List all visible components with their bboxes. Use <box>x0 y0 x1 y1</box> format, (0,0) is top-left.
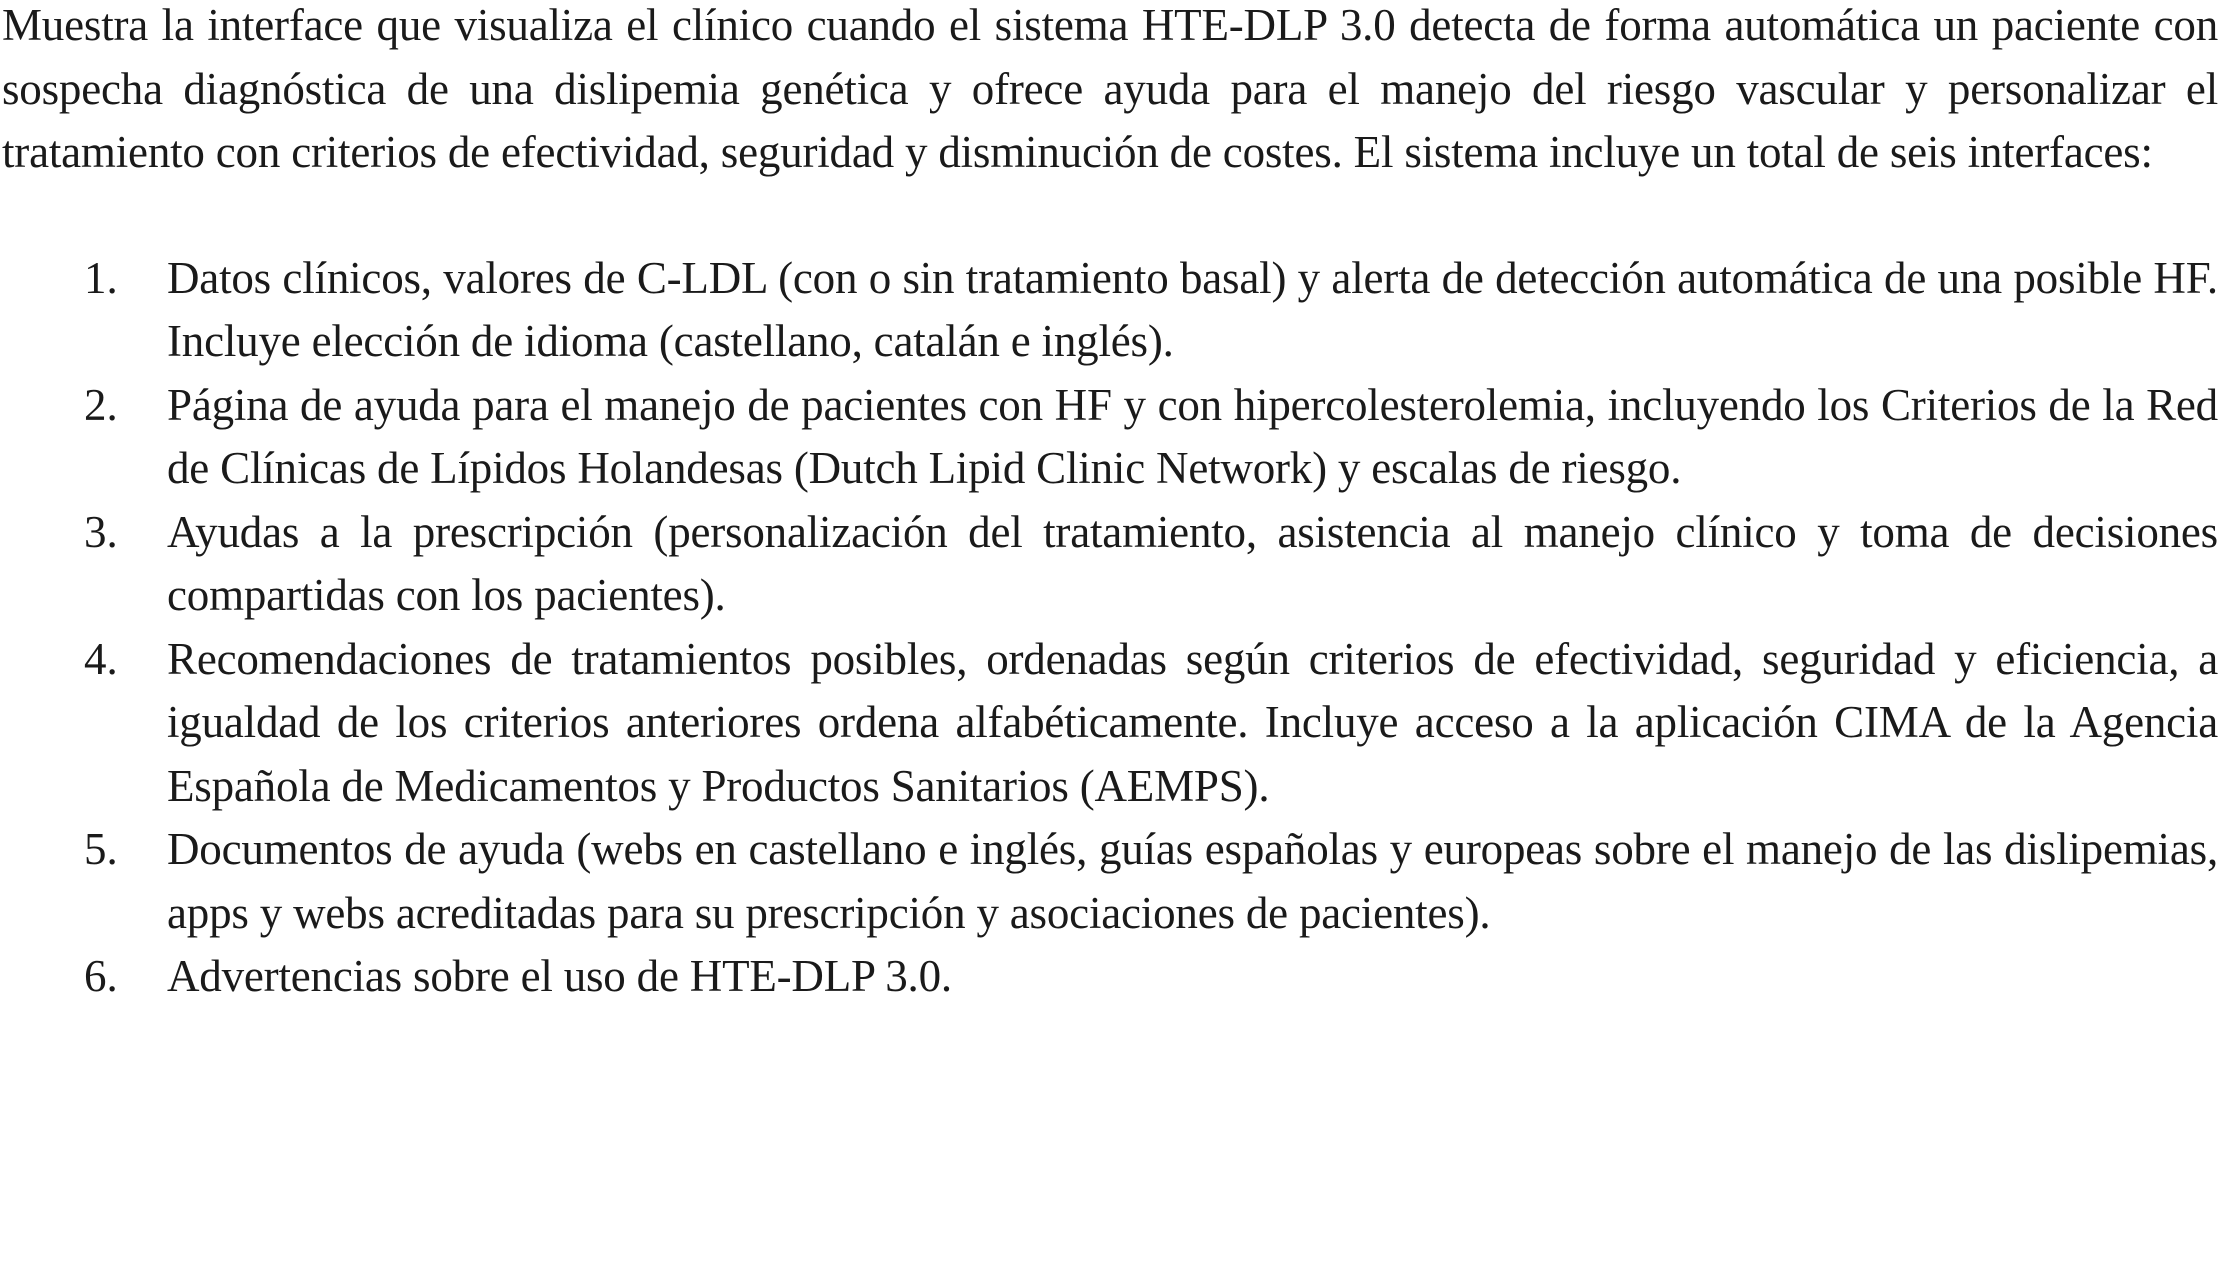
interfaces-list <box>2 247 2218 1009</box>
list-item-number: 2. <box>84 379 118 430</box>
list-item-text: Documentos de ayuda (webs en castellano e inglés, guías españolas y europeas sobre el manejo de las dislipemias, apps y webs acreditadas para su prescripción y asociaciones de pacientes). <box>167 824 2218 938</box>
list-item-number: 4. <box>84 633 118 684</box>
list-item <box>2 945 2218 1009</box>
document-body <box>2 0 2218 1009</box>
list-item-number: 1. <box>84 252 118 303</box>
intro-paragraph: Muestra la interface que visualiza el clínico cuando el sistema HTE-DLP 3.0 detecta de forma automática un paciente con sospecha diagnóstica de una dislipemia genética y ofrece ayuda para el manejo del riesgo vascular y personalizar el tratamiento con criterios de efectividad, seguridad y disminución de costes. El sistema incluye un total de seis interfaces: <box>2 0 2218 177</box>
list-item <box>2 247 2218 374</box>
list-item <box>2 818 2218 945</box>
list-item <box>2 628 2218 819</box>
list-item <box>2 374 2218 501</box>
list-item <box>2 501 2218 628</box>
list-item-number: 6. <box>84 951 118 1001</box>
list-item-text: Ayudas a la prescripción (personalización del tratamiento, asistencia al manejo clínico y toma de decisiones compartidas con los pacientes). <box>167 506 2218 620</box>
list-item-text: Recomendaciones de tratamientos posibles, ordenadas según criterios de efectividad, seguridad y eficiencia, a igualdad de los criterios anteriores ordena alfabéticamente. Incluye acceso a la aplicación CIMA de la Agencia Española de Medicamentos y Productos Sanitarios (AEMPS). <box>167 633 2218 811</box>
list-item-number: 5. <box>84 824 118 874</box>
list-item-text: Datos clínicos, valores de C-LDL (con o sin tratamiento basal) y alerta de detección automática de una posible HF. Incluye elección de idioma (castellano, catalán e inglés). <box>167 252 2218 366</box>
list-item-text: Página de ayuda para el manejo de pacientes con HF y con hipercolesterolemia, incluyendo los Criterios de la Red de Clínicas de Lípidos Holandesas (Dutch Lipid Clinic Network) y escalas de riesgo. <box>167 379 2218 493</box>
list-item-number: 3. <box>84 506 118 557</box>
list-item-text: Advertencias sobre el uso de HTE-DLP 3.0. <box>167 951 952 1001</box>
